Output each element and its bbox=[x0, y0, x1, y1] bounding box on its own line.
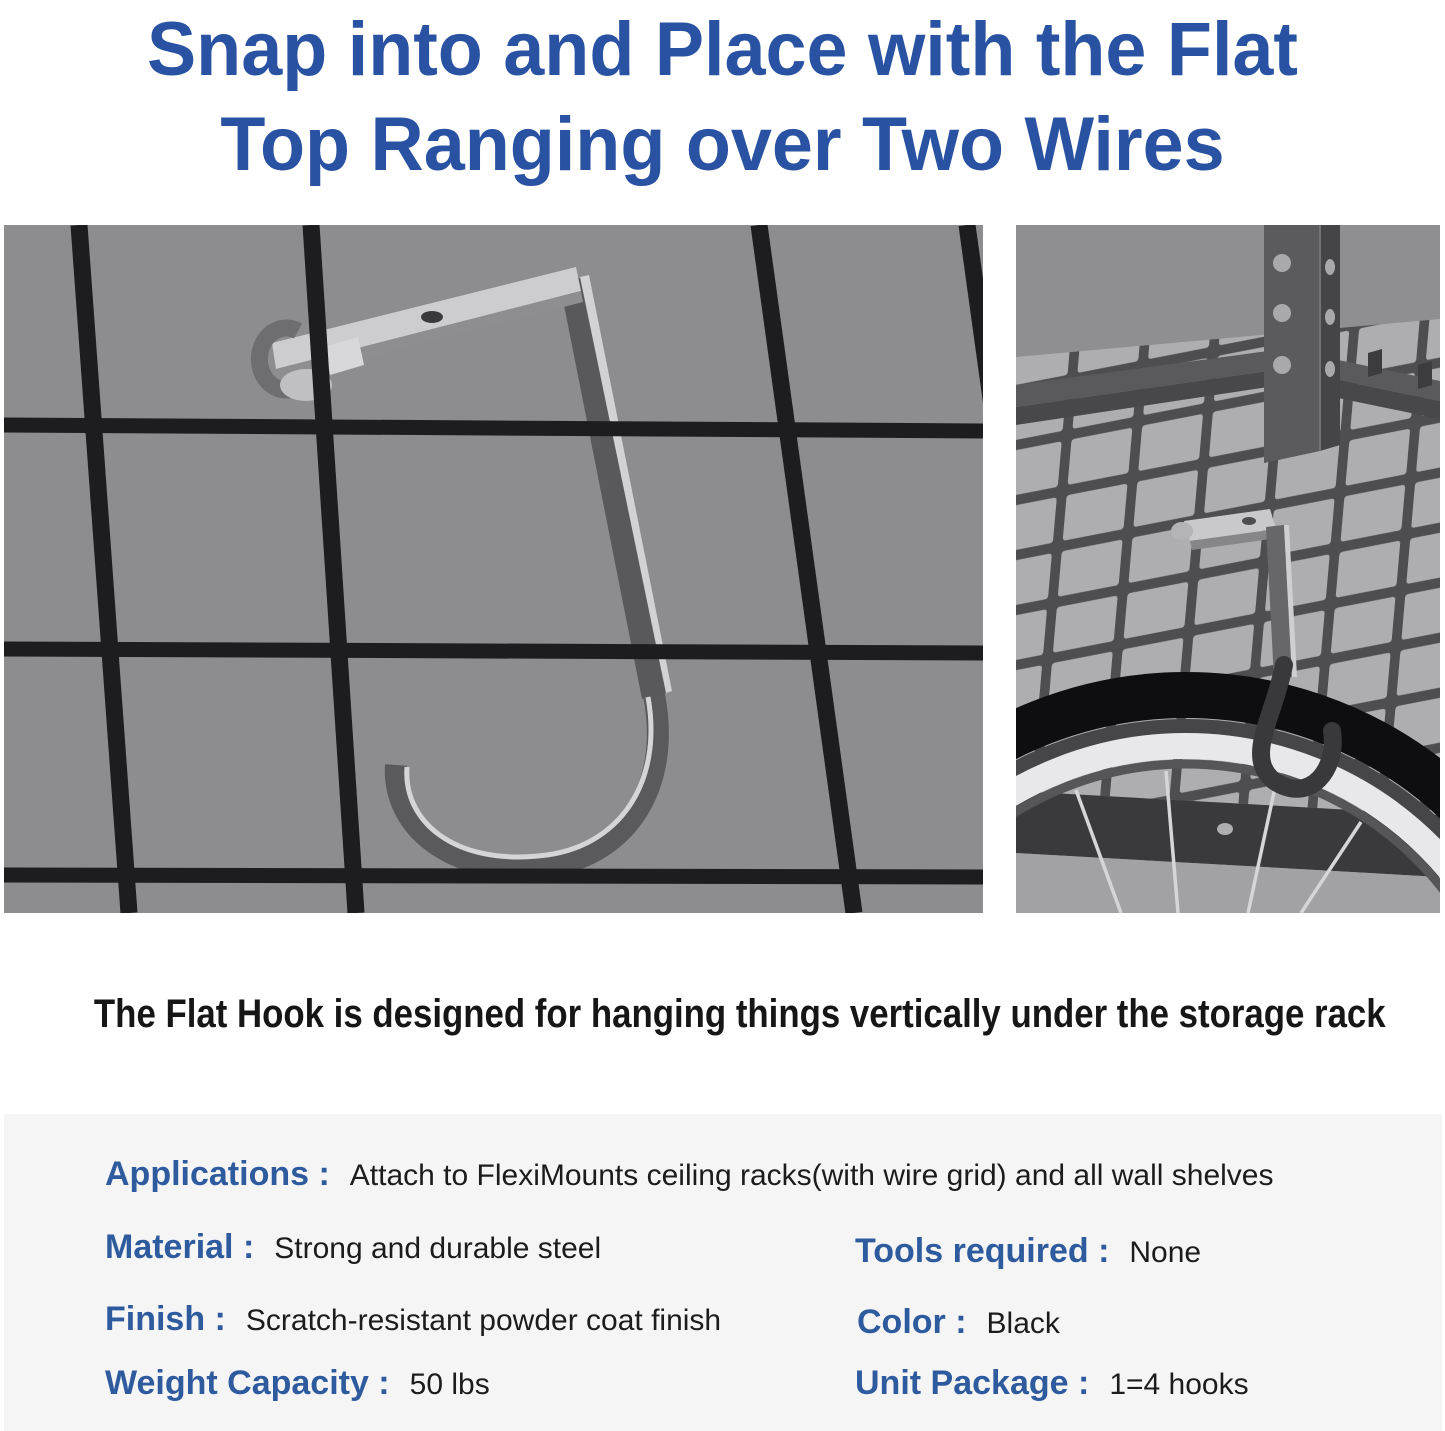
rack-corner-post bbox=[1264, 225, 1340, 463]
spec-value: Attach to FlexiMounts ceiling racks(with wire grid) and all wall shelves bbox=[349, 1159, 1274, 1192]
spec-row-finish bbox=[105, 1300, 721, 1339]
spec-label: Material : bbox=[105, 1228, 255, 1266]
spec-row-weight-capacity bbox=[105, 1364, 490, 1403]
spec-value: Black bbox=[986, 1307, 1060, 1340]
spec-value: None bbox=[1129, 1236, 1202, 1269]
spec-label: Color : bbox=[857, 1303, 967, 1341]
spec-label: Weight Capacity : bbox=[105, 1364, 390, 1402]
wire-grid-hook-render bbox=[4, 225, 983, 913]
page-title bbox=[22, 2, 1424, 192]
spec-label: Finish : bbox=[105, 1300, 226, 1338]
spec-value: 50 lbs bbox=[409, 1368, 490, 1401]
spec-label: Tools required : bbox=[855, 1232, 1110, 1270]
left-product-photo bbox=[4, 225, 983, 913]
right-product-photo bbox=[1016, 225, 1440, 913]
product-tagline: The Flat Hook is designed for hanging things vertically under the storage rack bbox=[93, 992, 1386, 1036]
ceiling-rack-bike-wheel-render bbox=[1016, 225, 1440, 913]
page-title-line1: Snap into and Place with the Flat bbox=[147, 7, 1298, 92]
spec-row-applications bbox=[105, 1155, 1273, 1194]
spec-row-tools-required bbox=[855, 1232, 1201, 1271]
spec-label: Applications : bbox=[105, 1155, 330, 1193]
spec-row-color bbox=[857, 1303, 1060, 1342]
spec-value: Scratch-resistant powder coat finish bbox=[245, 1304, 722, 1337]
spec-row-material bbox=[105, 1228, 601, 1267]
spec-value: 1=4 hooks bbox=[1109, 1368, 1249, 1401]
page-title-line2: Top Ranging over Two Wires bbox=[220, 102, 1225, 187]
spec-label: Unit Package : bbox=[855, 1364, 1090, 1402]
spec-row-unit-package bbox=[855, 1364, 1249, 1403]
spec-value: Strong and durable steel bbox=[274, 1232, 602, 1265]
